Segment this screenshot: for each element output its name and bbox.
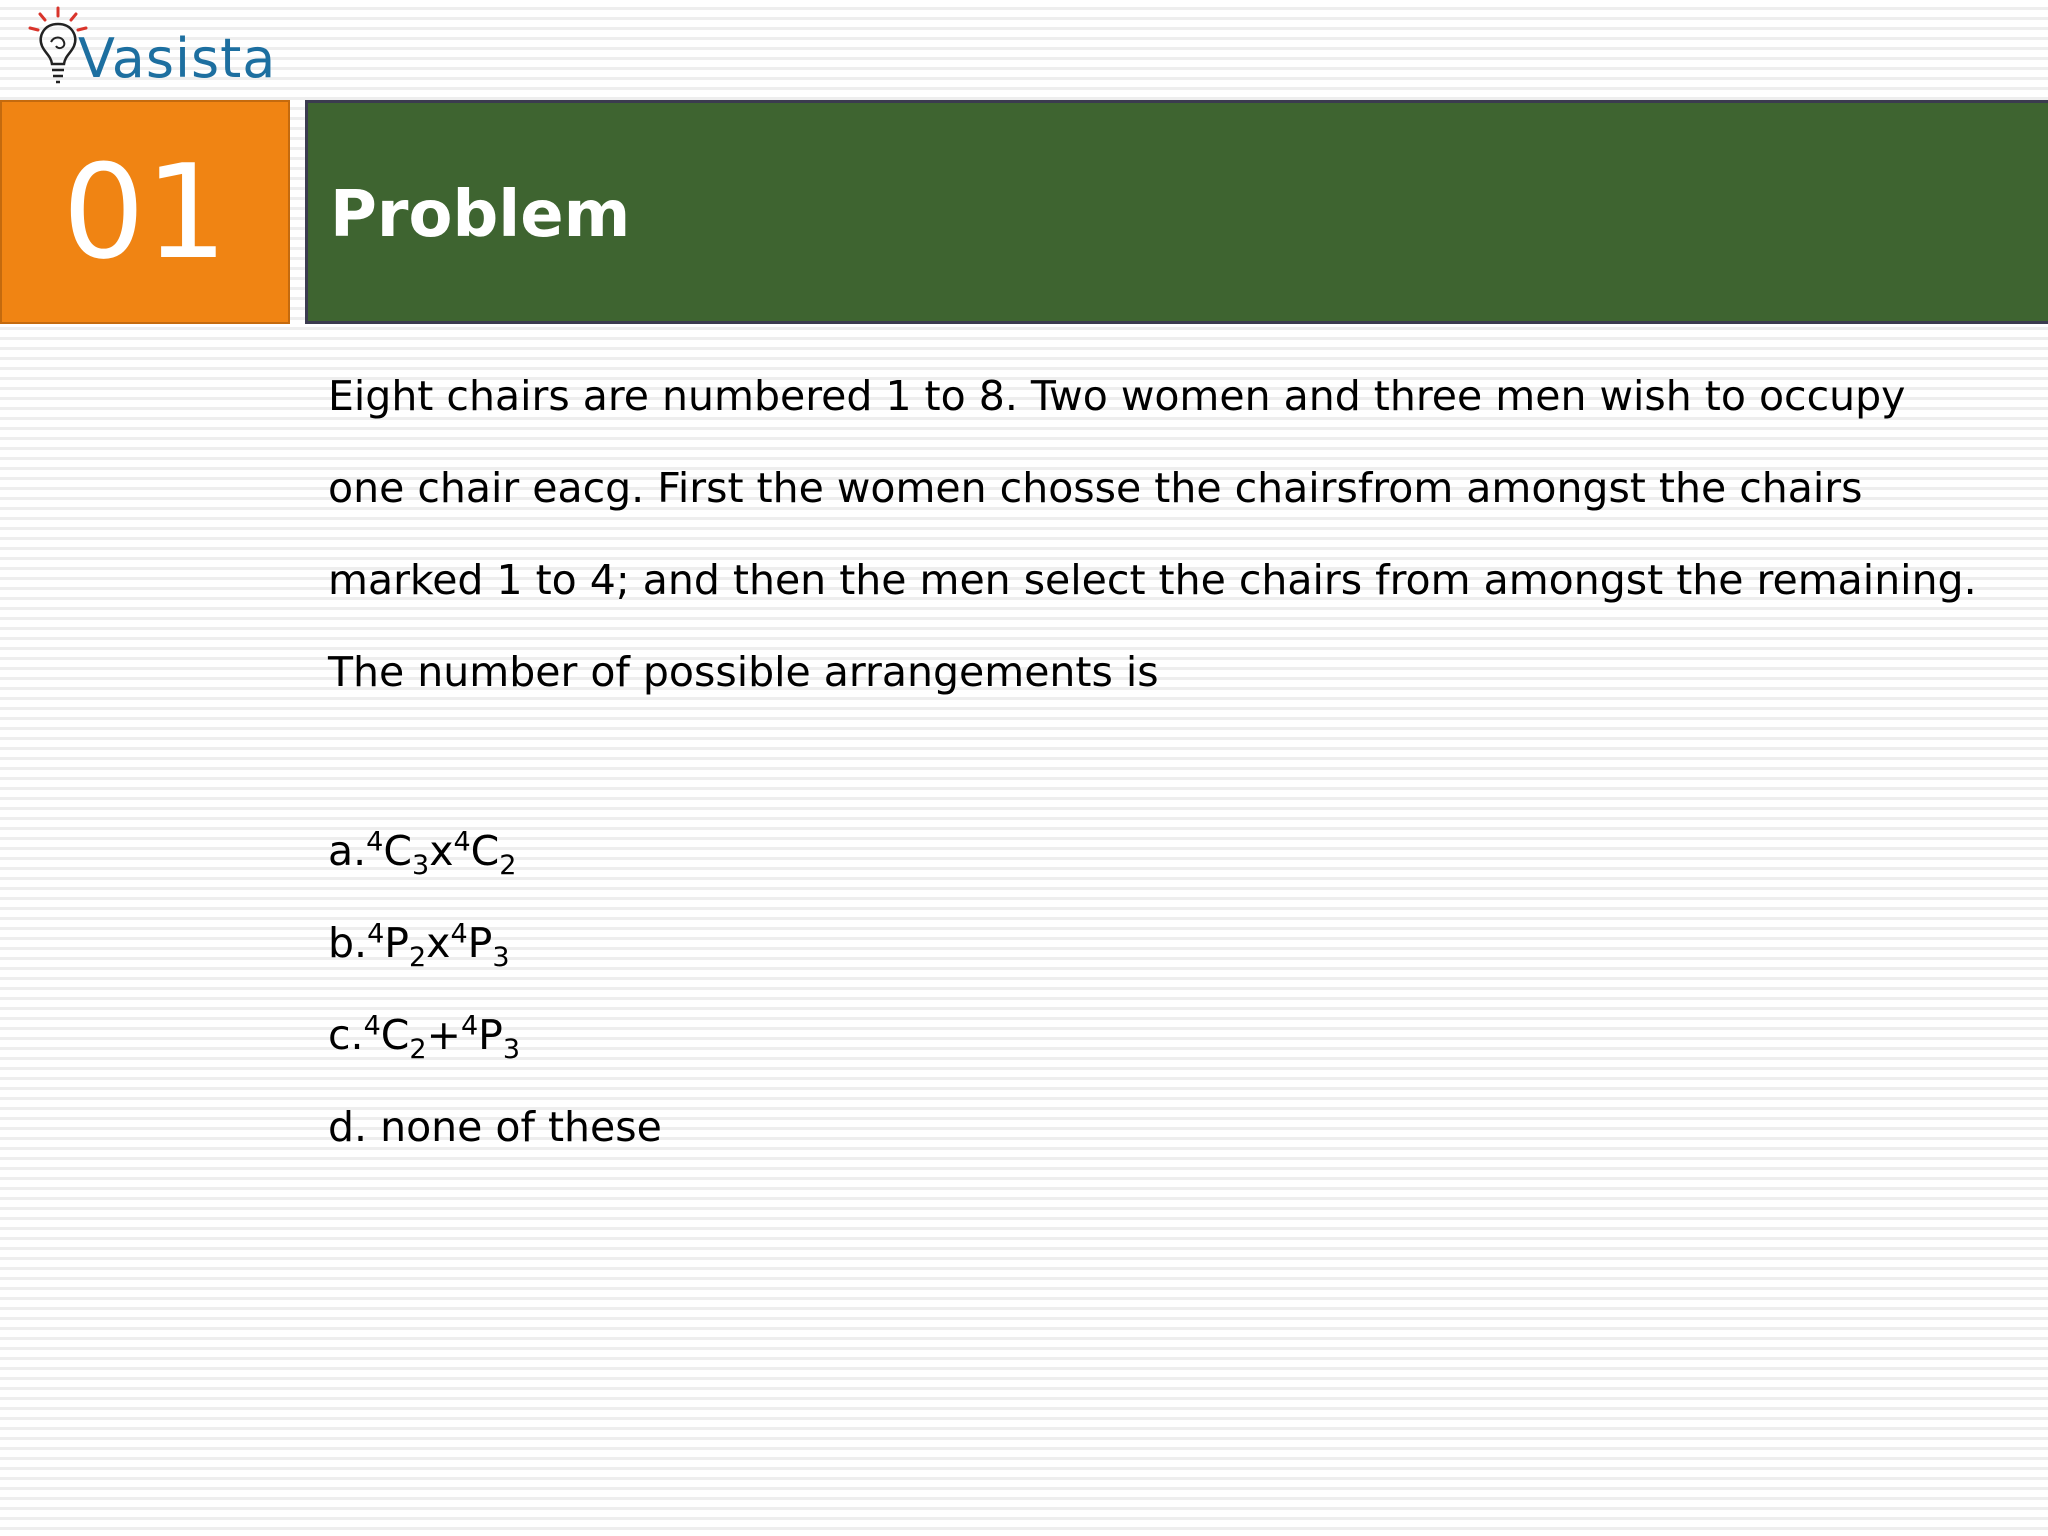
option-text: d. none of these [328,1103,662,1151]
slide-number-box [0,100,290,324]
subscript: 2 [499,850,517,882]
term-base: C [380,1011,410,1059]
question-line: Eight chairs are numbered 1 to 8. Two women and three men wish to occupy [328,372,1906,420]
option-prefix: c. [328,1011,364,1059]
option-b[interactable] [328,897,662,989]
operator: + [426,1011,461,1059]
superscript: 4 [460,1010,479,1042]
question-text [328,350,2028,718]
operator: x [429,827,454,875]
term-base: P [478,1011,503,1059]
subscript: 3 [412,850,430,882]
title-bar [305,100,2048,324]
question-line: The number of possible arrangements is [328,648,1159,696]
question-line: marked 1 to 4; and then the men select the chairs from amongst the remaining. [328,556,1977,604]
option-d[interactable] [328,1081,662,1173]
question-line: one chair eacg. First the women chosse the chairsfrom amongst the chairs [328,464,1863,512]
subscript: 3 [502,1034,521,1066]
logo-text: Vasista [78,27,277,90]
subscript: 2 [409,1034,427,1066]
option-c[interactable] [328,989,662,1081]
subscript: 2 [408,942,427,974]
superscript: 4 [366,826,384,858]
subscript: 3 [492,942,510,974]
vasista-logo [18,6,288,96]
answer-options [328,805,662,1173]
term-base: C [383,827,412,875]
option-prefix: a. [328,827,367,875]
superscript: 4 [363,1010,381,1042]
operator: x [426,919,451,967]
superscript: 4 [450,918,468,950]
term-base: P [384,919,409,967]
term-base: P [467,919,493,967]
slide-number: 01 [62,136,228,288]
superscript: 4 [367,918,385,950]
superscript: 4 [453,826,471,858]
slide-title: Problem [330,178,631,252]
option-prefix: b. [328,919,368,967]
term-base: C [470,827,500,875]
option-a[interactable] [328,805,662,897]
